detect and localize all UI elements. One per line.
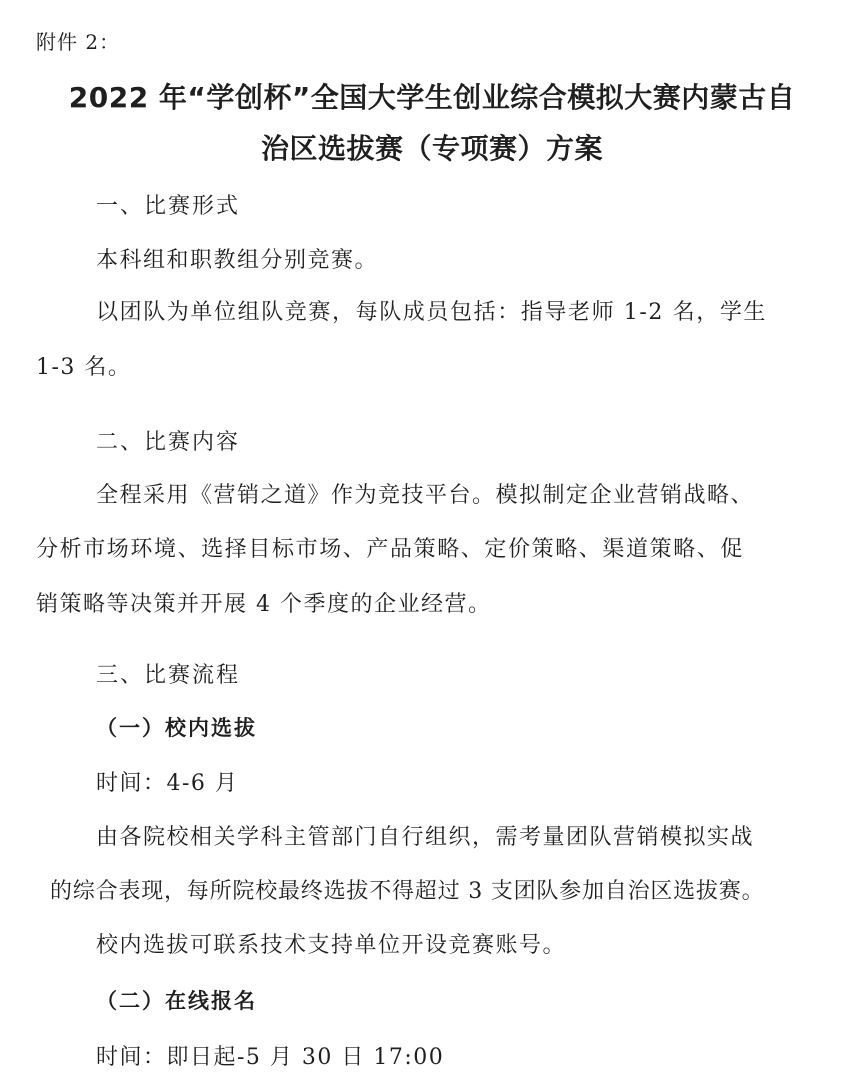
section3-sub1-paragraph-line-2: 的综合表现，每所院校最终选拔不得超过 3 支团队参加自治区选拔赛。	[50, 879, 765, 904]
section1-heading: 一、比赛形式	[96, 194, 241, 219]
section2-heading: 二、比赛内容	[96, 430, 241, 455]
section1-paragraph-2-line-2: 1-3 名。	[36, 355, 132, 380]
section3-sub2-time: 时间：即日起-5 月 30 日 17:00	[96, 1045, 445, 1070]
document-title-line-2: 治区选拔赛（专项赛）方案	[260, 132, 603, 165]
document-title-line-1: 2022 年“学创杯”全国大学生创业综合模拟大赛内蒙古自	[68, 81, 796, 114]
section3-sub1-paragraph-line-1: 由各院校相关学科主管部门自行组织，需考量团队营销模拟实战	[96, 825, 755, 850]
section3-sub1-heading: （一）校内选拔	[96, 716, 257, 740]
section1-paragraph-2-line-1: 以团队为单位组队竞赛，每队成员包括：指导老师 1-2 名，学生	[96, 300, 768, 325]
section3-heading: 三、比赛流程	[96, 663, 241, 688]
section1-paragraph-1: 本科组和职教组分别竞赛。	[96, 248, 379, 273]
section3-sub1-paragraph-2: 校内选拔可联系技术支持单位开设竞赛账号。	[96, 933, 567, 958]
section2-paragraph-line-3: 销策略等决策并开展 4 个季度的企业经营。	[36, 592, 492, 617]
section2-paragraph-line-1: 全程采用《营销之道》作为竞技平台。模拟制定企业营销战略、	[96, 483, 755, 508]
section2-paragraph-line-2: 分析市场环境、选择目标市场、产品策略、定价策略、渠道策略、促	[36, 537, 745, 562]
section3-sub2-heading: （二）在线报名	[96, 989, 257, 1013]
section3-sub1-time: 时间：4-6 月	[96, 771, 239, 796]
attachment-label: 附件 2：	[36, 30, 121, 54]
